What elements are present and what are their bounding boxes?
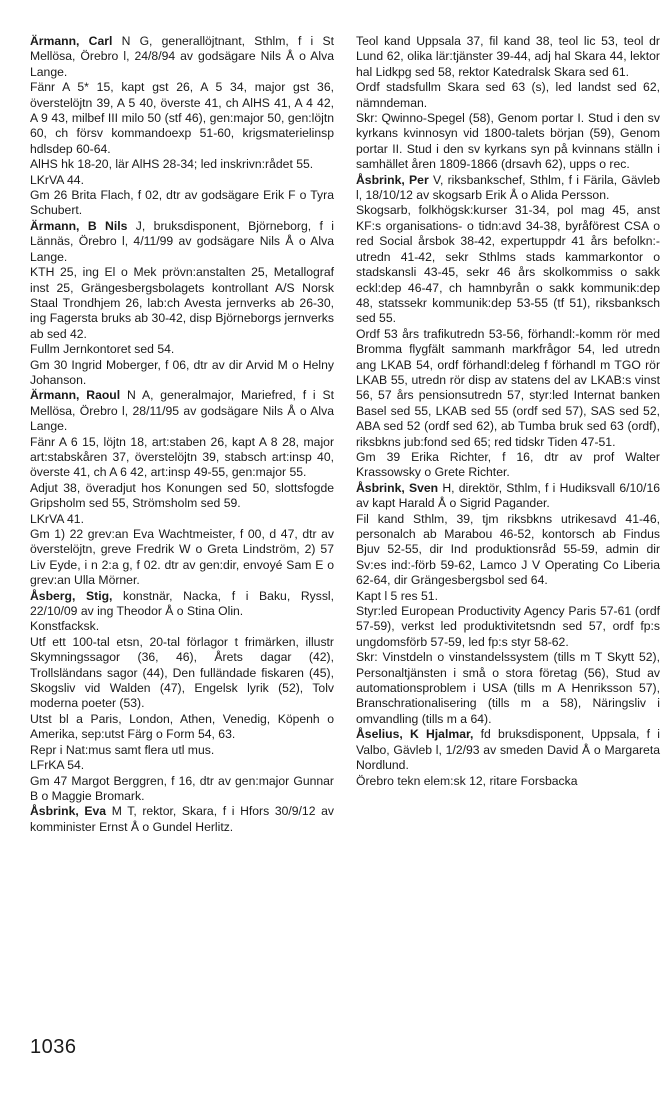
biography-paragraph: Örebro tekn elem:sk 12, ritare Forsbacka bbox=[356, 773, 578, 788]
entry-text: H, direktör, Sthlm, f i Hudiksvall 6/10/16 av kapt Harald Å o Sigrid Pagander. bbox=[356, 480, 660, 511]
biography-paragraph: Konstfacksk. bbox=[30, 619, 100, 634]
biography-paragraph: LKrVA 44. bbox=[30, 172, 84, 187]
biography-paragraph: Utf ett 100-tal etsn, 20-tal förlagor t frimärken, illustr Skymningssagor (36, 46), Årets dagar (42), Trollsländans sagor (44), Den fulländade fiskaren (45), Skogsliv vid Walden (47), Engelsk lyrik (52), Tolv moderna poeter (53). bbox=[30, 634, 334, 711]
biography-entry bbox=[30, 34, 334, 80]
biography-entry bbox=[30, 388, 334, 434]
entry-name: Ärmann, B Nils bbox=[30, 218, 128, 233]
entry-text: N A, generalmajor, Mariefred, f i St Mellösa, Örebro l, 28/11/95 av godsägare Nils Å o Alva Lange. bbox=[30, 388, 334, 434]
biography-paragraph: Skogsarb, folkhögsk:kurser 31-34, pol mag 45, anst KF:s organisations- o tidn:avd 34-38, byråförest CSA o red Social årsbok 38-42, expertuppdr 41 års befolkn:-utredn 41-42, sekr Sthlms stads kammarkontor o stadskansli 43-45, sekr 46 års skolkommiss o sakk eckl:dep 46-47, ch hamnbyrån o sakk kommunik:dep 48, statssekr kommunik:dep 53-55 (tf 51), riksbanksch sed 55. bbox=[356, 203, 660, 326]
biography-paragraph: Fänr A 6 15, löjtn 18, art:staben 26, kapt A 8 28, major art:stabskåren 37, överstelöjtn 39, stabsch art:insp 40, överste 41, ch A 6 42, art:insp 49-55, gen:major 55. bbox=[30, 434, 334, 480]
right-column bbox=[356, 34, 660, 789]
biography-paragraph: Kapt l 5 res 51. bbox=[356, 588, 438, 603]
biography-paragraph: Teol kand Uppsala 37, fil kand 38, teol lic 53, teol dr Lund 62, olika lär:tjänster 39-44, adj hal Skara 44, lektor hal Lidkpg sed 58, rektor Katedralsk Skara sed 61. bbox=[356, 34, 660, 79]
entry-text: fd bruksdisponent, Uppsala, f i Valbo, Gävleb l, 1/2/93 av smeden David Å o Margareta Nordlund. bbox=[356, 727, 660, 773]
entry-name: Ärmann, Raoul bbox=[30, 388, 121, 403]
biography-paragraph: Fänr A 5* 15, kapt gst 26, A 5 34, major gst 36, överstelöjtn 39, A 5 40, överste 41, ch AlHS 41, A 4 42, A 9 43, milbef III milo 50 (stf 46), gen:major 50, gen:löjtn 60, ch försv kommandoexp 51-60, krigsmaterielinsp hdlsdep 60-64. bbox=[30, 80, 334, 156]
biography-paragraph: AlHS hk 18-20, lär AlHS 28-34; led inskrivn:rådet 55. bbox=[30, 157, 314, 172]
biography-paragraph: Gm 30 Ingrid Moberger, f 06, dtr av dir Arvid M o Helny Johanson. bbox=[30, 357, 334, 387]
entry-text: V, riksbankschef, Sthlm, f i Färila, Gävleb l, 18/10/12 av skogsarb Erik Å o Alida Persson. bbox=[356, 172, 660, 203]
entry-name: Åselius, K Hjalmar, bbox=[356, 727, 474, 742]
entry-text: M T, rektor, Skara, f i Hfors 30/9/12 av komminister Ernst Å o Gundel Herlitz. bbox=[30, 804, 334, 834]
entry-text: N G, generallöjtnant, Sthlm, f i St Mellösa, Örebro l, 24/8/94 av godsägare Nils Å o Alva Lange. bbox=[30, 34, 334, 79]
biography-entry bbox=[30, 219, 334, 265]
biography-entry bbox=[356, 173, 660, 204]
biography-paragraph: Styr:led European Productivity Agency Paris 57-61 (ordf 57-59), verkst led produktivitetsndn sed 57, ordf fp:s ungdomsförb 57-59, led fp:s styr 58-62. bbox=[356, 604, 660, 649]
biography-paragraph: LFrKA 54. bbox=[30, 758, 85, 773]
biography-entry bbox=[30, 804, 334, 835]
biography-paragraph: Gm 26 Brita Flach, f 02, dtr av godsägare Erik F o Tyra Schubert. bbox=[30, 188, 334, 218]
biography-paragraph: Fil kand Sthlm, 39, tjm riksbkns utrikesavd 41-46, personalch ab Marabou 46-52, kontorsch ab Findus Bjuv 52-55, dir Ind produktionsråd 55-59, admin dir Sv:es ind:-förb 59-62, Lamco J V Operating Co Liberia 62-64, dir Grängesbergsbol sed 64. bbox=[356, 511, 660, 588]
entry-name: Åsbrink, Per bbox=[356, 172, 429, 187]
entry-name: Åsberg, Stig, bbox=[30, 588, 113, 603]
biography-paragraph: Adjut 38, överadjut hos Konungen sed 50, slottsfogde Gripsholm sed 55, Strömsholm sed 59. bbox=[30, 480, 334, 511]
biography-paragraph: LKrVA 41. bbox=[30, 511, 84, 526]
biography-entry bbox=[356, 481, 660, 512]
biography-paragraph: Gm 1) 22 grev:an Eva Wachtmeister, f 00, d 47, dtr av överstelöjtn, greve Fredrik W o Greta Lindström, 2) 57 Liv Eyde, i n 2:a g, f 02. dtr av gen:dir, envoyé Sam E o grev:an Ulla Mörner. bbox=[30, 527, 334, 588]
entry-text: konstnär, Nacka, f i Baku, Ryssl, 22/10/09 av ing Theodor Å o Stina Olin. bbox=[30, 588, 335, 619]
biography-paragraph: KTH 25, ing El o Mek prövn:anstalten 25, Metallograf inst 25, Grängesbergsbolagets kontrollant A/S Norsk Staal Trondhjem 26, lab:ch Avesta jernverks ab 26-30, ing Fagersta bruks ab 30-42, disp Björneborgs jernverks ab sed 42. bbox=[30, 265, 334, 341]
biography-paragraph: Skr: Vinstdeln o vinstandelssystem (tills m T Skytt 52), Personaltjänsten i små o stora företag (56), Stud av automationsproblem i USA (tills m A Henriksson 57), Branschrationalisering (tills m a 58), Näringsliv i omvandling (tills m a 64). bbox=[356, 650, 660, 726]
entry-name: Åsbrink, Eva bbox=[30, 804, 107, 819]
page-number: 1036 bbox=[30, 1036, 77, 1058]
biography-paragraph: Gm 47 Margot Berggren, f 16, dtr av gen:major Gunnar B o Maggie Bromark. bbox=[30, 773, 334, 803]
biography-paragraph: Skr: Qwinno-Spegel (58), Genom portar I. Stud i den sv kyrkans kvinnosyn vid 1800-talets början (59), Genom portar II. Stud i den sv kyrkans syn på kvinnans ställn i samhället åren 1809-1866 (drsavh 62), upps o rec. bbox=[356, 111, 660, 172]
entry-name: Åsbrink, Sven bbox=[356, 480, 439, 495]
biography-paragraph: Repr i Nat:mus samt flera utl mus. bbox=[30, 742, 215, 757]
biography-paragraph: Fullm Jernkontoret sed 54. bbox=[30, 342, 175, 357]
biography-entry bbox=[30, 589, 334, 620]
biography-paragraph: Gm 39 Erika Richter, f 16, dtr av prof Walter Krassowsky o Grete Richter. bbox=[356, 449, 660, 480]
biography-entry bbox=[356, 727, 660, 773]
biography-paragraph: Ordf 53 års trafikutredn 53-56, förhandl:-komm rör med Bromma flygfält sammanh markfrågor 54, led utredn ang LKAB 54, ordf förhandl:deleg f förhandl m TGO rör LKAB 55, utredn rör disp av statens del av LKAB:s vinst 56, 57 års pensionsutredn 57, styr:led Internat banken Basel sed 55, LKAB sed 55 (ordf sed 57), SAS sed 52, ABA sed 52 (ordf sed 62), ab Tumba bruk sed 63 (ordf), riksbkns jub:fond sed 65; red tidskr Tiden 47-51. bbox=[356, 326, 660, 449]
entry-text: J, bruksdisponent, Björneborg, f i Lännäs, Örebro l, 4/11/99 av godsägare Nils Å o Alva Lange. bbox=[30, 218, 334, 264]
left-column bbox=[30, 34, 334, 835]
entry-name: Ärmann, Carl bbox=[30, 34, 113, 48]
biography-paragraph: Ordf stadsfullm Skara sed 63 (s), led landst sed 62, nämndeman. bbox=[356, 80, 660, 110]
biography-paragraph: Utst bl a Paris, London, Athen, Venedig, Köpenh o Amerika, sep:utst Färg o Form 54, 63. bbox=[30, 711, 334, 742]
